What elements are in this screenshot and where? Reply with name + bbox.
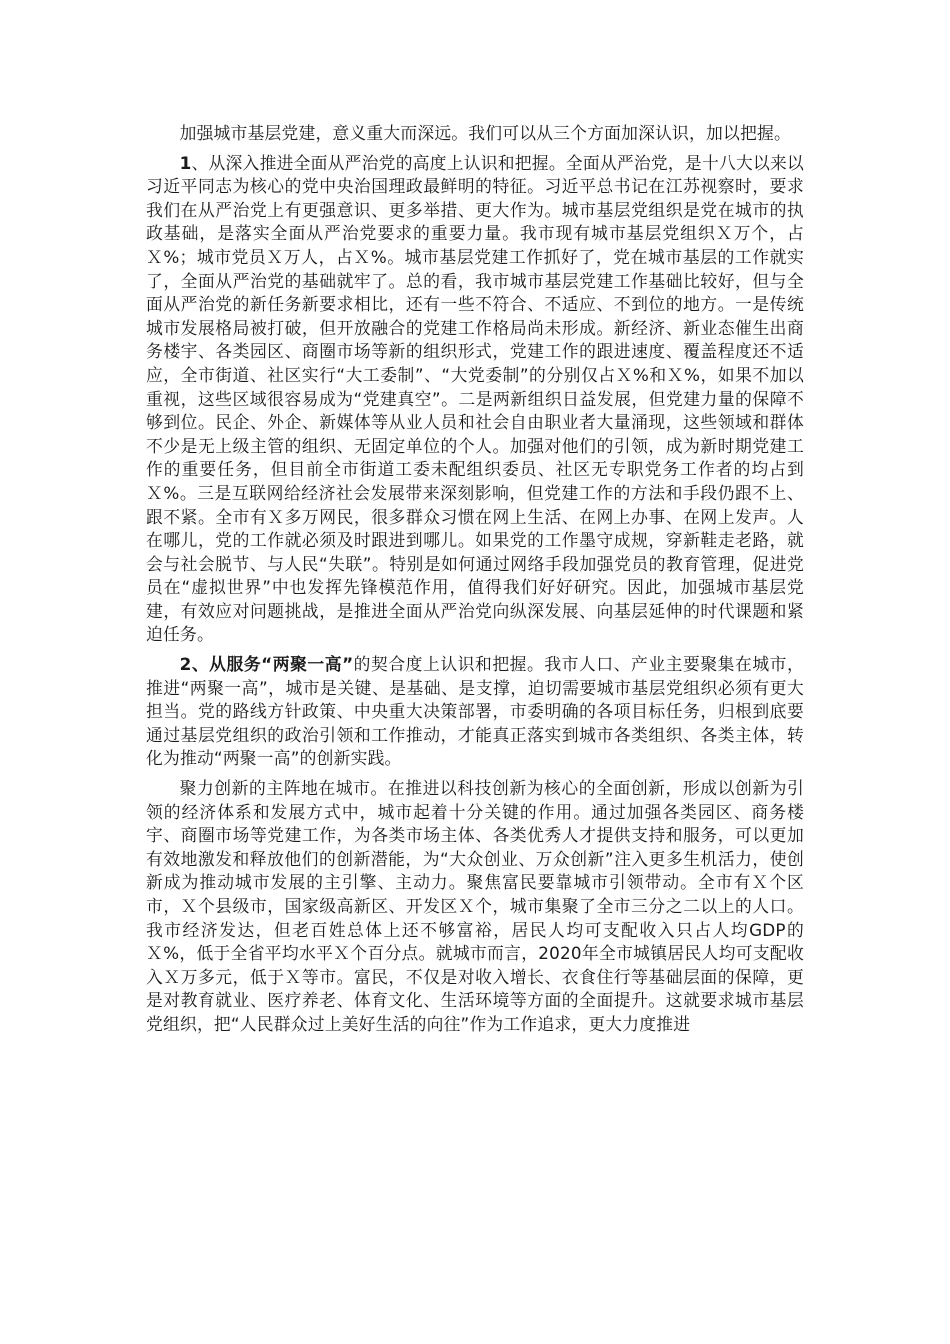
paragraph-intro <box>146 122 804 146</box>
paragraph-point-2 <box>146 653 804 771</box>
paragraph-text: 聚力创新的主阵地在城市。在推进以科技创新为核心的全面创新，形成以创新为引领的经济体系和发展方式中，城市起着十分关键的作用。通过加强各类园区、商务楼宇、商圈市场等党建工作，为各类市场主体、各类优秀人才提供支持和服务，可以更加有效地激发和释放他们的创新潜能，为“大众创业、万众创新”注入更多生机活力，使创新成为推动城市发展的主引擎、主动力。聚焦富民要靠城市引领带动。全市有Ｘ个区市，Ｘ个县级市，国家级高新区、开发区Ｘ个，城市集聚了全市三分之二以上的人口。我市经济发达，但老百姓总体上还不够富裕，居民人均可支配收入只占人均GDP的Ｘ%，低于全省平均水平Ｘ个百分点。就城市而言，2020年全市城镇居民人均可支配收入Ｘ万多元，低于Ｘ等市。富民，不仅是对收入增长、衣食住行等基础层面的保障，更是对教育就业、医疗养老、体育文化、生活环境等方面的全面提升。这就要求城市基层党组织，把“人民群众过上美好生活的向往”作为工作追求，更大力度推进 <box>146 778 804 1034</box>
paragraph-lead: 1 <box>179 152 192 173</box>
paragraph-point-1 <box>146 152 804 647</box>
document-page <box>146 122 804 1037</box>
paragraph-innovation <box>146 777 804 1037</box>
paragraph-text: 加强城市基层党建，意义重大而深远。我们可以从三个方面加深认识，加以把握。 <box>179 123 791 143</box>
paragraph-text: 的契合度上认识和把握。我市人口、产业主要聚集在城市，推进“两聚一高”，城市是关键、是基础、是支撑，迫切需要城市基层党组织必须有更大担当。党的路线方针政策、中央重大决策部署，市委明确的各项目标任务，归根到底要通过基层党组织的政治引领和工作推动，才能真正落实到城市各类组织、各类主体，转化为推动“两聚一高”的创新实践。 <box>146 654 805 769</box>
paragraph-text: 、从深入推进全面从严治党的高度上认识和把握。全面从严治党，是十八大以来以习近平同志为核心的党中央治国理政最鲜明的特征。习近平总书记在江苏视察时，要求我们在从严治党上有更强意识、更多举措、更大作为。城市基层党组织是党在城市的执政基础，是落实全面从严治党要求的重要力量。我市现有城市基层党组织Ｘ万个，占Ｘ%；城市党员Ｘ万人，占Ｘ%。城市基层党建工作抓好了，党在城市基层的工作就实了，全面从严治党的基础就牢了。总的看，我市城市基层党建工作基础比较好，但与全面从严治党的新任务新要求相比，还有一些不符合、不适应、不到位的地方。一是传统城市发展格局被打破，但开放融合的党建工作格局尚未形成。新经济、新业态催生出商务楼宇、各类园区、商圈市场等新的组织形式，党建工作的跟进速度、覆盖程度还不适应，全市街道、社区实行“大工委制”、“大党委制”的分别仅占Ｘ%和Ｘ%，如果不加以重视，这些区域很容易成为“党建真空”。二是两新组织日益发展，但党建力量的保障不够到位。民企、外企、新媒体等从业人员和社会自由职业者大量涌现，这些领域和群体不少是无上级主管的组织、无固定单位的个人。加强对他们的引领，成为新时期党建工作的重要任务，但目前全市街道工委未配组织委员、社区无专职党务工作者的均占到Ｘ%。三是互联网给经济社会发展带来深刻影响，但党建工作的方法和手段仍跟不上、跟不紧。全市有Ｘ多万网民，很多群众习惯在网上生活、在网上办事、在网上发声。人在哪儿，党的工作就必须及时跟进到哪儿。如果党的工作墨守成规，穿新鞋走老路，就会与社会脱节、与人民“失联”。特别是如何通过网络手段加强党员的教育管理，促进党员在“虚拟世界”中也发挥先锋模范作用，值得我们好好研究。因此，加强城市基层党建，有效应对问题挑战，是推进全面从严治党向纵深发展、向基层延伸的时代课题和紧迫任务。 <box>146 152 804 645</box>
paragraph-lead: 2、从服务“两聚一高” <box>179 654 354 675</box>
